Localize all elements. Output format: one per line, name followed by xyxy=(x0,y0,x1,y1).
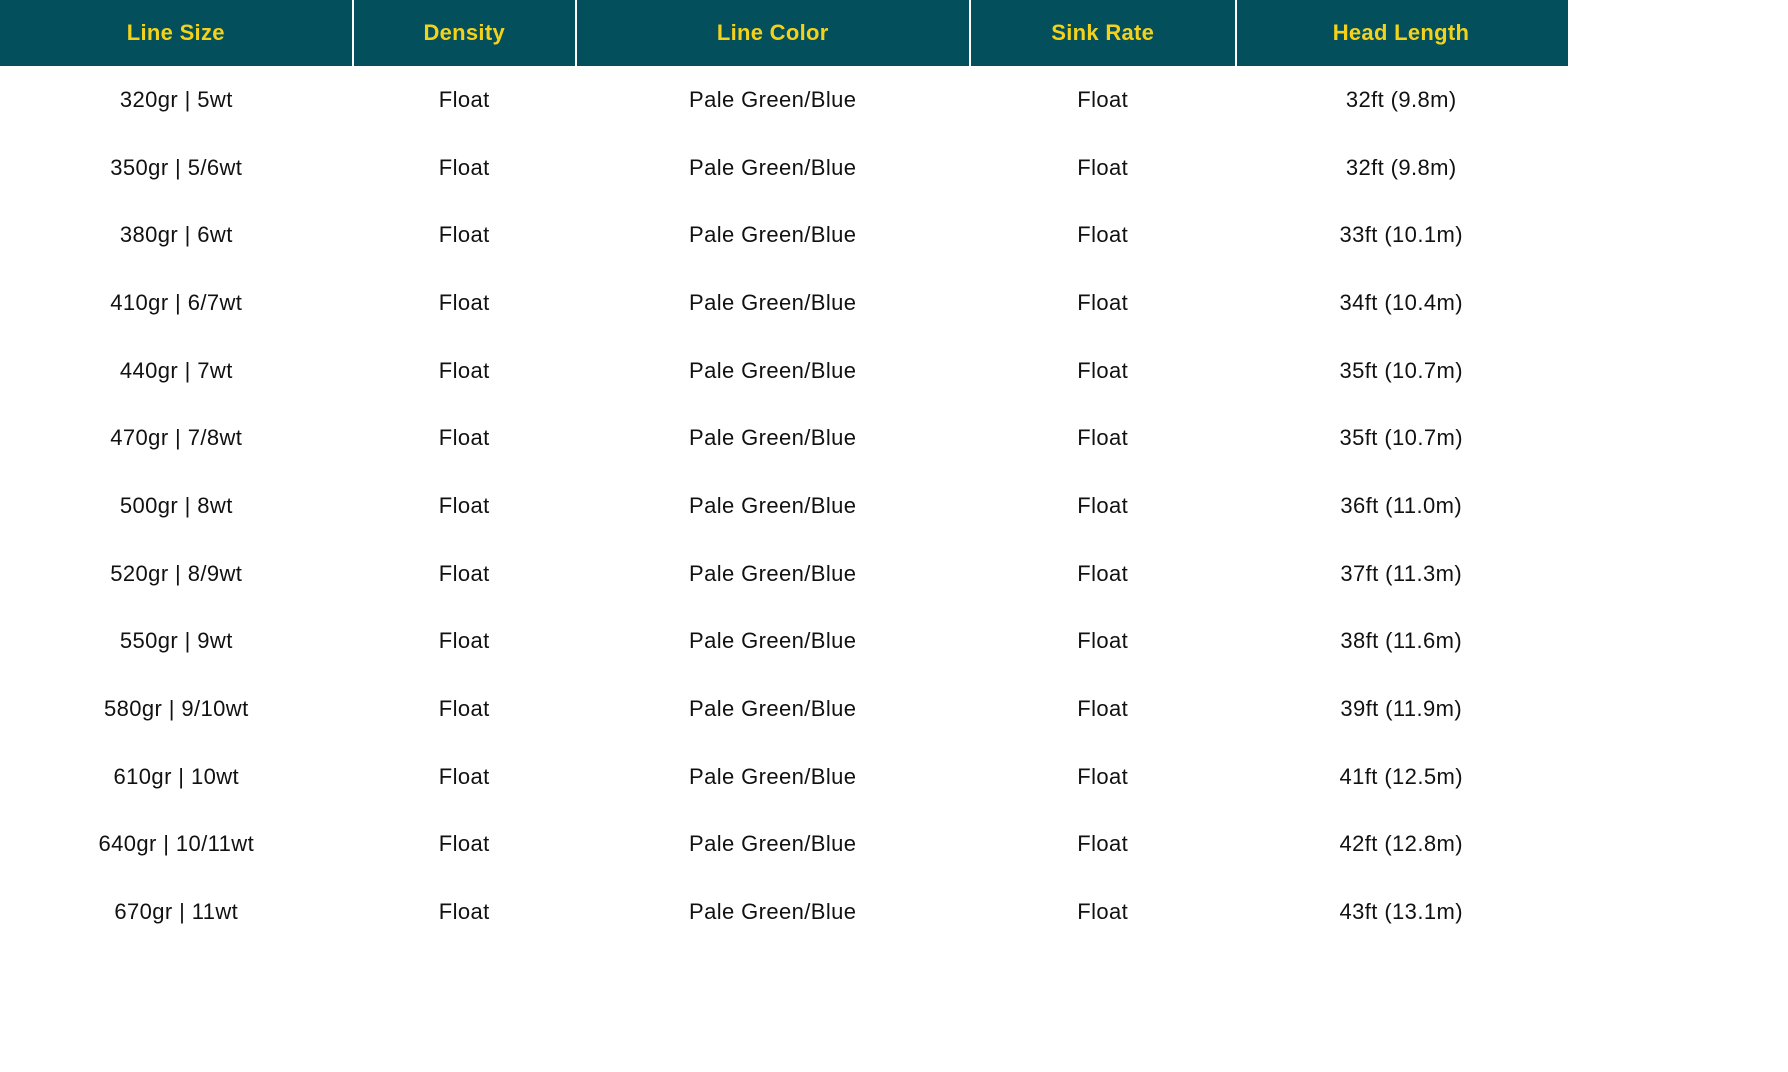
table-row xyxy=(0,337,1567,405)
cell-head-length: 32ft (9.8m) xyxy=(1345,86,1457,112)
cell-sink-rate: Float xyxy=(1077,289,1129,315)
cell-density: Float xyxy=(438,86,490,112)
cell-density: Float xyxy=(438,831,490,857)
cell-line-color: Pale Green/Blue xyxy=(689,560,857,586)
cell-line-color: Pale Green/Blue xyxy=(689,357,857,383)
table-row xyxy=(0,540,1567,608)
cell-sink-rate: Float xyxy=(1077,831,1129,857)
table-row xyxy=(0,201,1567,269)
cell-sink-rate: Float xyxy=(1077,154,1129,180)
cell-line-size: 440gr | 7wt xyxy=(119,357,233,383)
cell-head-length: 39ft (11.9m) xyxy=(1340,696,1463,722)
cell-head-length: 37ft (11.3m) xyxy=(1340,560,1463,586)
cell-head-length: 34ft (10.4m) xyxy=(1339,289,1463,315)
cell-line-size: 470gr | 7/8wt xyxy=(110,425,243,451)
cell-line-color: Pale Green/Blue xyxy=(689,86,857,112)
cell-head-length: 32ft (9.8m) xyxy=(1345,154,1457,180)
table-body xyxy=(0,66,1567,946)
cell-density: Float xyxy=(438,696,490,722)
cell-sink-rate: Float xyxy=(1077,492,1129,518)
cell-sink-rate: Float xyxy=(1077,425,1129,451)
header-head-length: Head Length xyxy=(1236,0,1567,66)
cell-line-size: 580gr | 9/10wt xyxy=(103,696,249,722)
cell-head-length: 35ft (10.7m) xyxy=(1339,425,1463,451)
cell-line-size: 550gr | 9wt xyxy=(119,628,233,654)
cell-line-color: Pale Green/Blue xyxy=(689,696,857,722)
table-row xyxy=(0,404,1567,472)
table-row xyxy=(0,472,1567,540)
cell-line-size: 350gr | 5/6wt xyxy=(110,154,243,180)
cell-density: Float xyxy=(438,154,490,180)
cell-line-size: 520gr | 8/9wt xyxy=(110,560,243,586)
table-row xyxy=(0,811,1567,879)
cell-line-color: Pale Green/Blue xyxy=(689,154,857,180)
cell-density: Float xyxy=(438,628,490,654)
cell-sink-rate: Float xyxy=(1077,86,1129,112)
cell-sink-rate: Float xyxy=(1077,628,1129,654)
table-row xyxy=(0,66,1567,134)
cell-line-size: 410gr | 6/7wt xyxy=(110,289,243,315)
table-row xyxy=(0,134,1567,202)
cell-sink-rate: Float xyxy=(1077,696,1129,722)
cell-line-color: Pale Green/Blue xyxy=(689,899,857,925)
cell-line-color: Pale Green/Blue xyxy=(689,831,857,857)
cell-density: Float xyxy=(438,425,490,451)
cell-line-size: 320gr | 5wt xyxy=(119,86,233,112)
header-sink-rate: Sink Rate xyxy=(970,0,1236,66)
cell-density: Float xyxy=(438,899,490,925)
cell-line-size: 500gr | 8wt xyxy=(119,492,233,518)
cell-head-length: 38ft (11.6m) xyxy=(1340,628,1463,654)
cell-sink-rate: Float xyxy=(1077,357,1129,383)
cell-head-length: 42ft (12.8m) xyxy=(1339,831,1463,857)
cell-density: Float xyxy=(438,222,490,248)
cell-head-length: 36ft (11.0m) xyxy=(1340,492,1463,518)
cell-sink-rate: Float xyxy=(1077,560,1129,586)
cell-density: Float xyxy=(438,492,490,518)
cell-line-color: Pale Green/Blue xyxy=(689,492,857,518)
cell-head-length: 41ft (12.5m) xyxy=(1339,763,1463,789)
table-row xyxy=(0,878,1567,946)
cell-sink-rate: Float xyxy=(1077,763,1129,789)
header-line-size: Line Size xyxy=(0,0,353,66)
header-line-color: Line Color xyxy=(576,0,970,66)
header-row xyxy=(0,0,1567,66)
cell-line-size: 670gr | 11wt xyxy=(114,899,239,925)
cell-line-size: 380gr | 6wt xyxy=(119,222,233,248)
table-row xyxy=(0,743,1567,811)
cell-line-color: Pale Green/Blue xyxy=(689,763,857,789)
cell-density: Float xyxy=(438,560,490,586)
table-row xyxy=(0,608,1567,676)
cell-line-color: Pale Green/Blue xyxy=(689,289,857,315)
table-row xyxy=(0,675,1567,743)
cell-line-size: 640gr | 10/11wt xyxy=(98,831,255,857)
cell-density: Float xyxy=(438,763,490,789)
header-density: Density xyxy=(353,0,576,66)
cell-sink-rate: Float xyxy=(1077,222,1129,248)
cell-head-length: 35ft (10.7m) xyxy=(1339,357,1463,383)
cell-line-size: 610gr | 10wt xyxy=(113,763,240,789)
cell-density: Float xyxy=(438,357,490,383)
cell-sink-rate: Float xyxy=(1077,899,1129,925)
cell-line-color: Pale Green/Blue xyxy=(689,222,857,248)
cell-head-length: 43ft (13.1m) xyxy=(1339,899,1463,925)
cell-head-length: 33ft (10.1m) xyxy=(1339,222,1463,248)
table-row xyxy=(0,269,1567,337)
cell-density: Float xyxy=(438,289,490,315)
cell-line-color: Pale Green/Blue xyxy=(689,628,857,654)
table-header xyxy=(0,0,1567,66)
cell-line-color: Pale Green/Blue xyxy=(689,425,857,451)
